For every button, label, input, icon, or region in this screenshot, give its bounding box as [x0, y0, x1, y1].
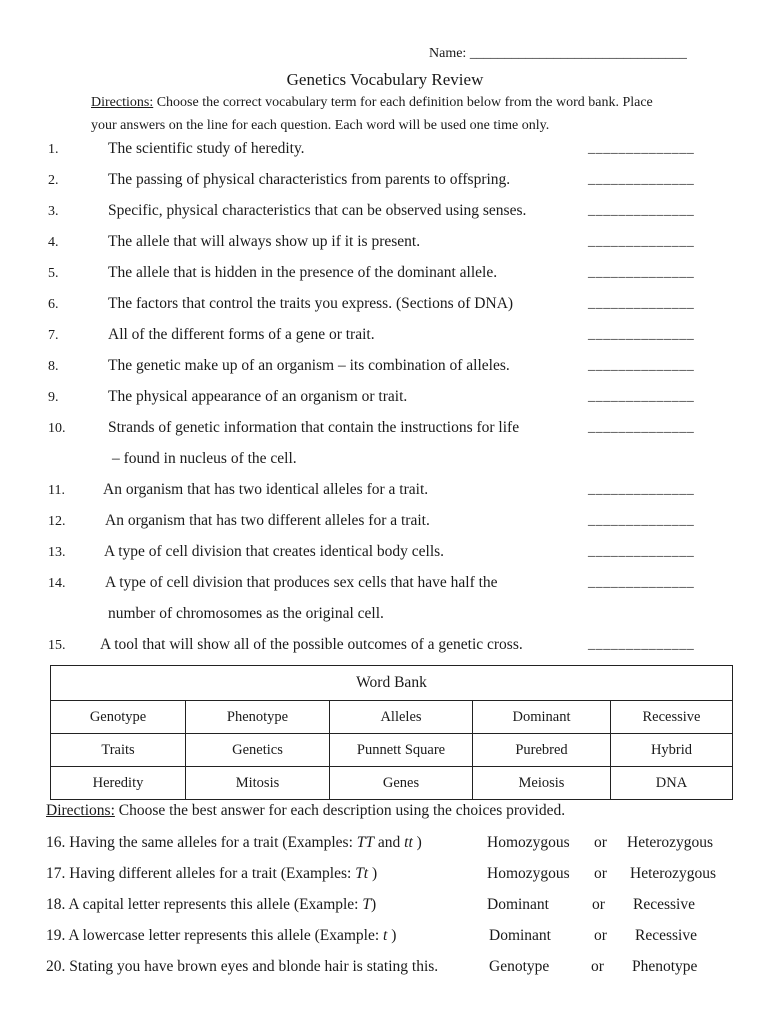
question-number: 6.: [48, 297, 59, 312]
word-bank-cell: Genes: [330, 767, 473, 800]
answer-blank[interactable]: ______________: [588, 637, 695, 652]
word-bank-cell: Hybrid: [611, 734, 733, 767]
question-number: 19.: [46, 927, 66, 944]
question-text: The genetic make up of an organism – its combination of alleles.: [108, 357, 510, 374]
word-bank-cell: Purebred: [473, 734, 611, 767]
question-text: ): [412, 834, 422, 851]
choice-question: [46, 927, 396, 945]
word-bank-row: [51, 701, 733, 734]
choice-option-b[interactable]: Heterozygous: [630, 865, 717, 882]
choice-or: or: [594, 927, 607, 944]
example-genotype: t: [383, 927, 388, 944]
question-number: 20.: [46, 958, 66, 975]
question-number: 16.: [46, 834, 66, 851]
question-number: 18.: [46, 896, 66, 913]
word-bank-cell: Meiosis: [473, 767, 611, 800]
question-text: The scientific study of heredity.: [108, 140, 305, 157]
choice-question: [46, 865, 377, 883]
answer-blank[interactable]: ______________: [588, 544, 695, 559]
question-number: 2.: [48, 173, 59, 188]
question-number: 15.: [48, 638, 66, 653]
question-text-continued: number of chromosomes as the original cell.: [108, 605, 384, 622]
answer-blank[interactable]: ______________: [588, 172, 695, 187]
choice-option-b[interactable]: Recessive: [635, 927, 697, 944]
word-bank-row: [51, 767, 733, 800]
question-number: 7.: [48, 328, 59, 343]
question-text: An organism that has two identical alleles for a trait.: [103, 481, 429, 498]
question-text: The factors that control the traits you express. (Sections of DNA): [108, 295, 514, 312]
directions-vocab-line2: your answers on the line for each question. Each word will be used one time only.: [91, 118, 550, 133]
question-text: A type of cell division that produces sex cells that have half the: [105, 574, 498, 591]
choice-option-b[interactable]: Recessive: [633, 896, 695, 913]
directions-label: Directions:: [91, 95, 154, 110]
page-title: Genetics Vocabulary Review: [286, 70, 484, 89]
question-number: 9.: [48, 390, 59, 405]
word-bank-cell: Phenotype: [186, 701, 330, 734]
word-bank-cell: Genetics: [186, 734, 330, 767]
choice-question: [46, 896, 376, 914]
choice-option-a[interactable]: Dominant: [489, 927, 551, 944]
question-number: 10.: [48, 421, 66, 436]
choice-option-a[interactable]: Dominant: [487, 896, 549, 913]
example-genotype: T: [362, 896, 371, 913]
question-number: 13.: [48, 545, 66, 560]
directions-label: Directions:: [46, 802, 115, 819]
answer-blank[interactable]: ______________: [588, 482, 695, 497]
word-bank-table: [50, 665, 733, 800]
question-text: A type of cell division that creates identical body cells.: [104, 543, 445, 560]
question-text: Strands of genetic information that contain the instructions for life: [108, 419, 520, 436]
answer-blank[interactable]: ______________: [588, 203, 695, 218]
question-number: 5.: [48, 266, 59, 281]
word-bank-cell: Genotype: [51, 701, 186, 734]
choice-option-b[interactable]: Heterozygous: [627, 834, 714, 851]
word-bank-row: [51, 734, 733, 767]
question-number: 17.: [46, 865, 66, 882]
example-genotype: Tt: [355, 865, 369, 882]
choice-or: or: [594, 834, 607, 851]
question-text: A capital letter represents this allele (Example:: [68, 896, 363, 913]
question-number: 4.: [48, 235, 59, 250]
directions-vocab: [91, 95, 653, 111]
example-genotype: tt: [404, 834, 413, 851]
question-text: The allele that will always show up if it is present.: [108, 233, 421, 250]
question-text: ): [371, 896, 377, 913]
choice-or: or: [591, 958, 604, 975]
choice-option-b[interactable]: Phenotype: [632, 958, 698, 975]
word-bank-cell: DNA: [611, 767, 733, 800]
question-text: ): [387, 927, 397, 944]
question-text: An organism that has two different alleles for a trait.: [105, 512, 430, 529]
choice-question: [46, 834, 422, 852]
choice-option-a[interactable]: Homozygous: [487, 834, 570, 851]
question-text: Having different alleles for a trait (Examples:: [69, 865, 356, 882]
answer-blank[interactable]: ______________: [588, 420, 695, 435]
question-text: Stating you have brown eyes and blonde hair is stating this.: [69, 958, 439, 975]
question-number: 3.: [48, 204, 59, 219]
word-bank-cell: Dominant: [473, 701, 611, 734]
answer-blank[interactable]: ______________: [588, 389, 695, 404]
answer-blank[interactable]: ______________: [588, 296, 695, 311]
choice-option-a[interactable]: Genotype: [489, 958, 550, 975]
choice-or: or: [594, 865, 607, 882]
question-text: The physical appearance of an organism or trait.: [108, 388, 408, 405]
directions-text: Choose the correct vocabulary term for each definition below from the word bank. Place: [153, 95, 653, 110]
word-bank-cell: Recessive: [611, 701, 733, 734]
word-bank-cell: Punnett Square: [330, 734, 473, 767]
choice-or: or: [592, 896, 605, 913]
question-text: Specific, physical characteristics that can be observed using senses.: [108, 202, 527, 219]
question-text: All of the different forms of a gene or trait.: [108, 326, 375, 343]
directions-text: Choose the best answer for each description using the choices provided.: [114, 802, 566, 819]
question-number: 1.: [48, 142, 59, 157]
answer-blank[interactable]: ______________: [588, 327, 695, 342]
question-text: A tool that will show all of the possible outcomes of a genetic cross.: [100, 636, 523, 653]
directions-choice: [46, 802, 565, 820]
answer-blank[interactable]: ______________: [588, 575, 695, 590]
question-text: The passing of physical characteristics from parents to offspring.: [108, 171, 511, 188]
example-genotype: TT: [356, 834, 375, 851]
question-number: 14.: [48, 576, 66, 591]
word-bank-cell: Heredity: [51, 767, 186, 800]
question-text: The allele that is hidden in the presence of the dominant allele.: [108, 264, 498, 281]
question-number: 11.: [48, 483, 65, 498]
answer-blank[interactable]: ______________: [588, 358, 695, 373]
question-number: 8.: [48, 359, 59, 374]
question-text: A lowercase letter represents this allele (Example:: [68, 927, 384, 944]
word-bank-cell: Mitosis: [186, 767, 330, 800]
word-bank-title: Word Bank: [51, 666, 733, 701]
question-text: ): [368, 865, 378, 882]
name-field[interactable]: Name: _______________________________: [429, 46, 687, 61]
question-text: Having the same alleles for a trait (Examples:: [69, 834, 357, 851]
question-text: and: [374, 834, 405, 851]
answer-blank[interactable]: ______________: [588, 141, 695, 156]
question-number: 12.: [48, 514, 66, 529]
word-bank-cell: Traits: [51, 734, 186, 767]
answer-blank[interactable]: ______________: [588, 513, 695, 528]
answer-blank[interactable]: ______________: [588, 265, 695, 280]
choice-question: [46, 958, 438, 976]
word-bank-cell: Alleles: [330, 701, 473, 734]
choice-option-a[interactable]: Homozygous: [487, 865, 570, 882]
question-text-continued: – found in nucleus of the cell.: [112, 450, 297, 467]
answer-blank[interactable]: ______________: [588, 234, 695, 249]
